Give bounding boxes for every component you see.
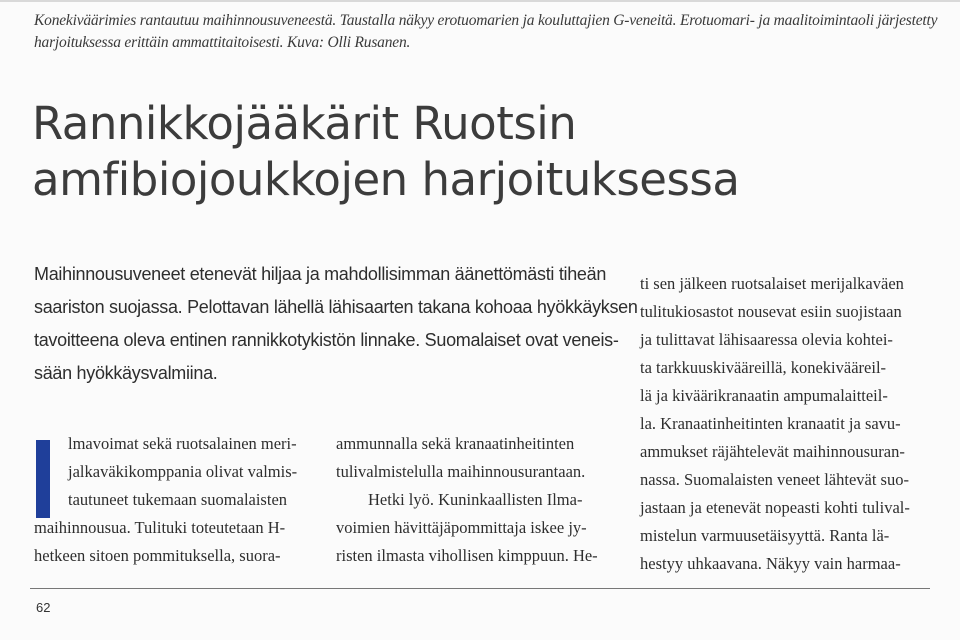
- body-line: lmavoimat sekä ruotsalainen meri-: [68, 434, 297, 453]
- body-line: ti sen jälkeen ruotsalaiset merijalkaväen: [640, 274, 904, 293]
- caption-line: harjoituksessa erittäin ammattitaitoisesti. Kuva: Olli Rusanen.: [34, 34, 411, 51]
- body-line: jalkaväkikomppania olivat valmis-: [68, 462, 298, 481]
- lead-paragraph: [34, 258, 638, 390]
- title-line: Rannikkojääkärit Ruotsin: [32, 97, 577, 150]
- body-line: ja tulittavat lähisaaressa olevia kohtei-: [640, 330, 893, 349]
- body-line: jastaan ja etenevät nopeasti kohti tulival-: [640, 498, 910, 517]
- body-line: nassa. Suomalaisten veneet lähtevät suo-: [640, 470, 909, 489]
- body-line: lä ja kiväärikranaatin ampumalaitteil-: [640, 386, 888, 405]
- photo-caption: [34, 10, 938, 54]
- body-line: Hetki lyö. Kuninkaallisten Ilma-: [368, 490, 583, 509]
- title-line: amfibiojoukkojen harjoituksessa: [32, 153, 740, 206]
- footer-rule: [30, 588, 930, 589]
- body-line: voimien hävittäjäpommittaja iskee jy-: [336, 518, 587, 537]
- lead-line: tavoitteena oleva entinen rannikkotykistön linnake. Suomalaiset ovat veneis-: [34, 330, 619, 350]
- body-line: tautuneet tukemaan suomalaisten: [68, 490, 288, 509]
- body-line: hestyy uhkaavana. Näkyy vain harmaa-: [640, 554, 901, 573]
- caption-line: Konekiväärimies rantautuu maihinnousuveneestä. Taustalla näkyy erotuomarien ja kouluttajien G-veneitä. Erotuomari- ja maalitoimintaoli järjestetty: [34, 12, 938, 29]
- page-number: 62: [36, 600, 51, 615]
- lead-line: saariston suojassa. Pelottavan lähellä lähisaarten takana kohoaa hyökkäyksen: [34, 297, 638, 317]
- body-line: tulivalmistelulla maihinnousurantaan.: [336, 462, 586, 481]
- article-title: [32, 96, 932, 208]
- body-line: ammunnalla sekä kranaatinheitinten: [336, 434, 575, 453]
- body-line: mistelun varmuusetäisyyttä. Ranta lä-: [640, 526, 890, 545]
- lead-line: Maihinnousuveneet etenevät hiljaa ja mahdollisimman äänettömästi tiheän: [34, 264, 607, 284]
- body-column-1: [34, 430, 314, 570]
- body-line: risten ilmasta vihollisen kimppuun. He-: [336, 546, 598, 565]
- body-line: ammukset räjähtelevät maihinnousuran-: [640, 442, 905, 461]
- lead-line: sään hyökkäysvalmiina.: [34, 363, 218, 383]
- body-line: hetkeen sitoen pommituksella, suora-: [34, 546, 281, 565]
- body-line: maihinnousua. Tulituki toteutetaan H-: [34, 518, 286, 537]
- body-column-2: [336, 430, 622, 570]
- body-line: la. Kranaatinheitinten kranaatit ja savu-: [640, 414, 901, 433]
- body-line: tulitukiosastot nousevat esiin suojistaan: [640, 302, 902, 321]
- body-column-3: [640, 270, 930, 578]
- top-rule: [0, 0, 960, 2]
- body-line: ta tarkkuuskivääreillä, konekivääreil-: [640, 358, 887, 377]
